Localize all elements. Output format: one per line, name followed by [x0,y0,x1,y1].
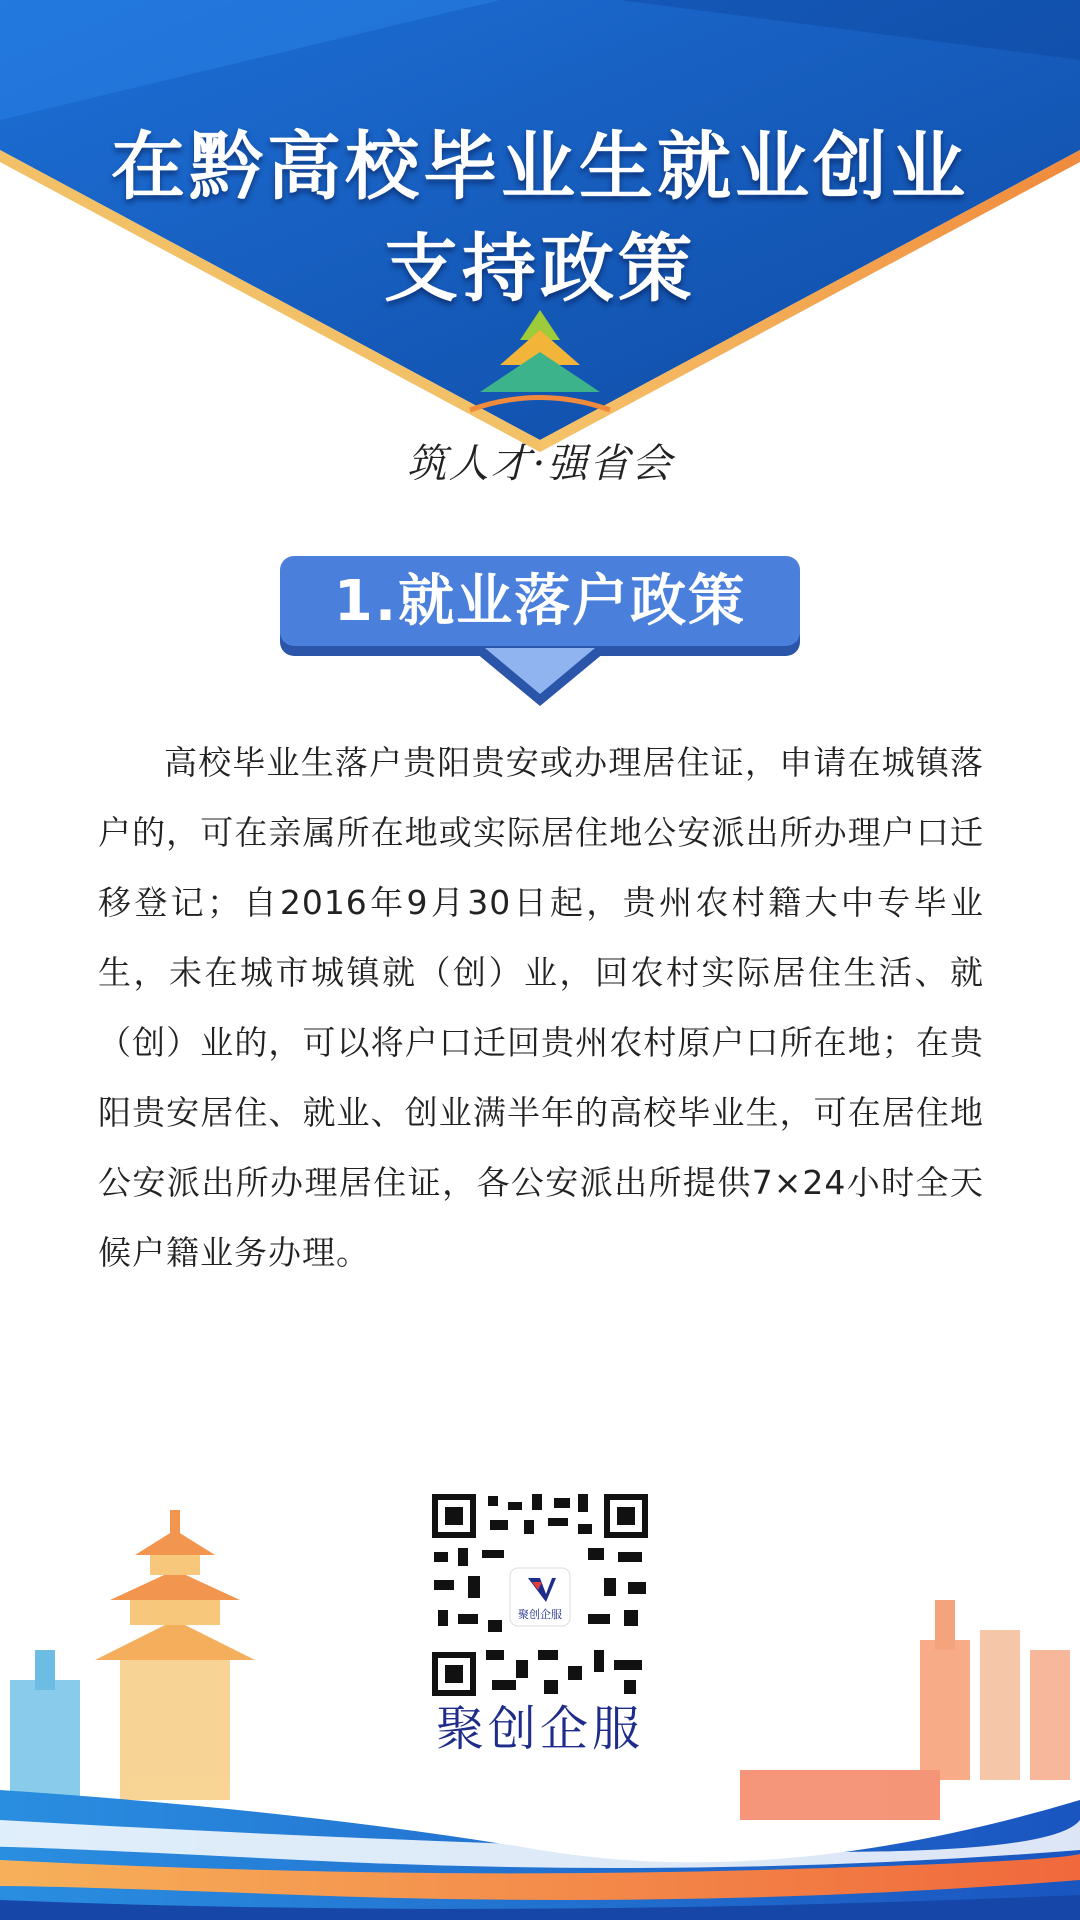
policy-body-text: 高校毕业生落户贵阳贵安或办理居住证，申请在城镇落户的，可在亲属所在地或实际居住地公安派出所办理户口迁移登记；自2016年9月30日起，贵州农村籍大中专毕业生，未在城市城镇就（创）业，回农村实际居住生活、就（创）业的，可以将户口迁回贵州农村原户口所在地；在贵阳贵安居住、就业、创业满半年的高校毕业生，可在居住地公安派出所办理居住证，各公安派出所提供7×24小时全天候户籍业务办理。 [98,743,984,1272]
section-badge [280,556,800,656]
section-title: 1.就业落户政策 [333,569,747,634]
page-title-line2: 支持政策 [384,226,696,312]
slogan: 筑人才·强省会 [406,441,674,487]
brand-name: 聚创企服 [435,1701,644,1757]
page-title-line1: 在黔高校毕业生就业创业 [111,124,969,210]
qr-center-label: 聚创企服 [518,1608,562,1621]
qr-code [428,1490,652,1700]
